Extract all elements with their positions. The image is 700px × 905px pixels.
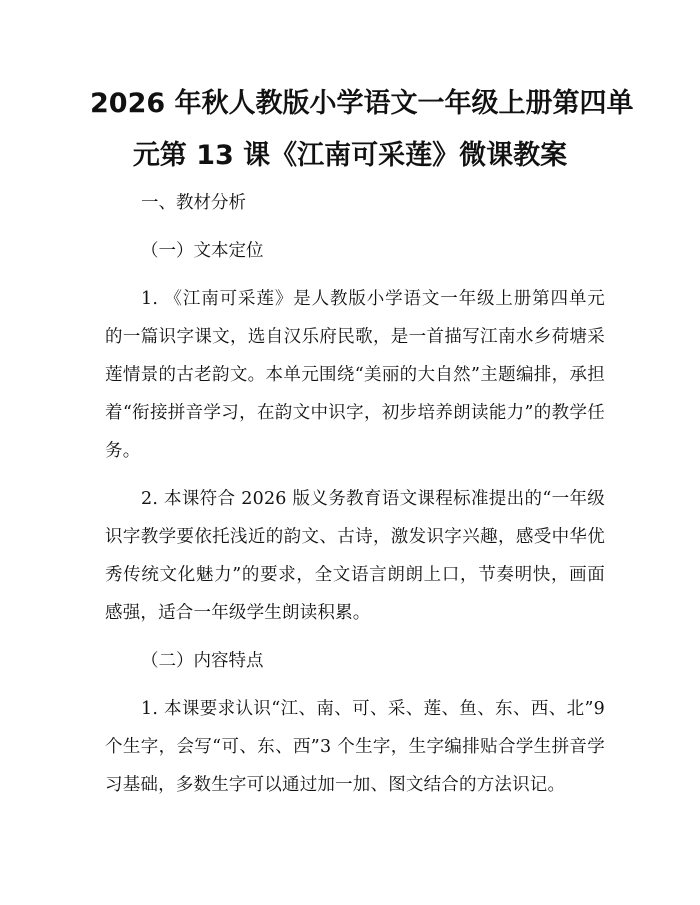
- document-title: [90, 78, 634, 182]
- subsection-heading-content-features: （二）内容特点: [141, 651, 264, 671]
- paragraph-positioning-1: 1. 《江南可采莲》是人教版小学语文一年级上册第四单元的一篇识字课文，选自汉乐府民歌，是一首描写江南水乡荷塘采莲情景的古老韵文。本单元围绕“美丽的大自然”主题编排，承担着“衔接拼音学习，在韵文中识字，初步培养朗读能力”的教学任务。: [105, 289, 605, 461]
- title-line-2: 元第 13 课《江南可采莲》微课教案: [132, 140, 568, 171]
- subsection-heading-text-positioning: （一）文本定位: [141, 241, 264, 261]
- document-body: [105, 184, 605, 814]
- section-heading-textbook-analysis: 一、教材分析: [141, 193, 246, 213]
- title-line-1: 2026 年秋人教版小学语文一年级上册第四单: [90, 88, 634, 119]
- paragraph-positioning-2: 2. 本课符合 2026 版义务教育语文课程标准提出的“一年级识字教学要依托浅近的韵文、古诗，激发识字兴趣，感受中华优秀传统文化魅力”的要求，全文语言朗朗上口，节奏明快，画面感强，适合一年级学生朗读积累。: [105, 489, 605, 623]
- paragraph-features-1: 1. 本课要求认识“江、南、可、采、莲、鱼、东、西、北”9 个生字，会写“可、东、西”3 个生字，生字编排贴合学生拼音学习基础，多数生字可以通过加一加、图文结合的方法识记。: [105, 699, 605, 795]
